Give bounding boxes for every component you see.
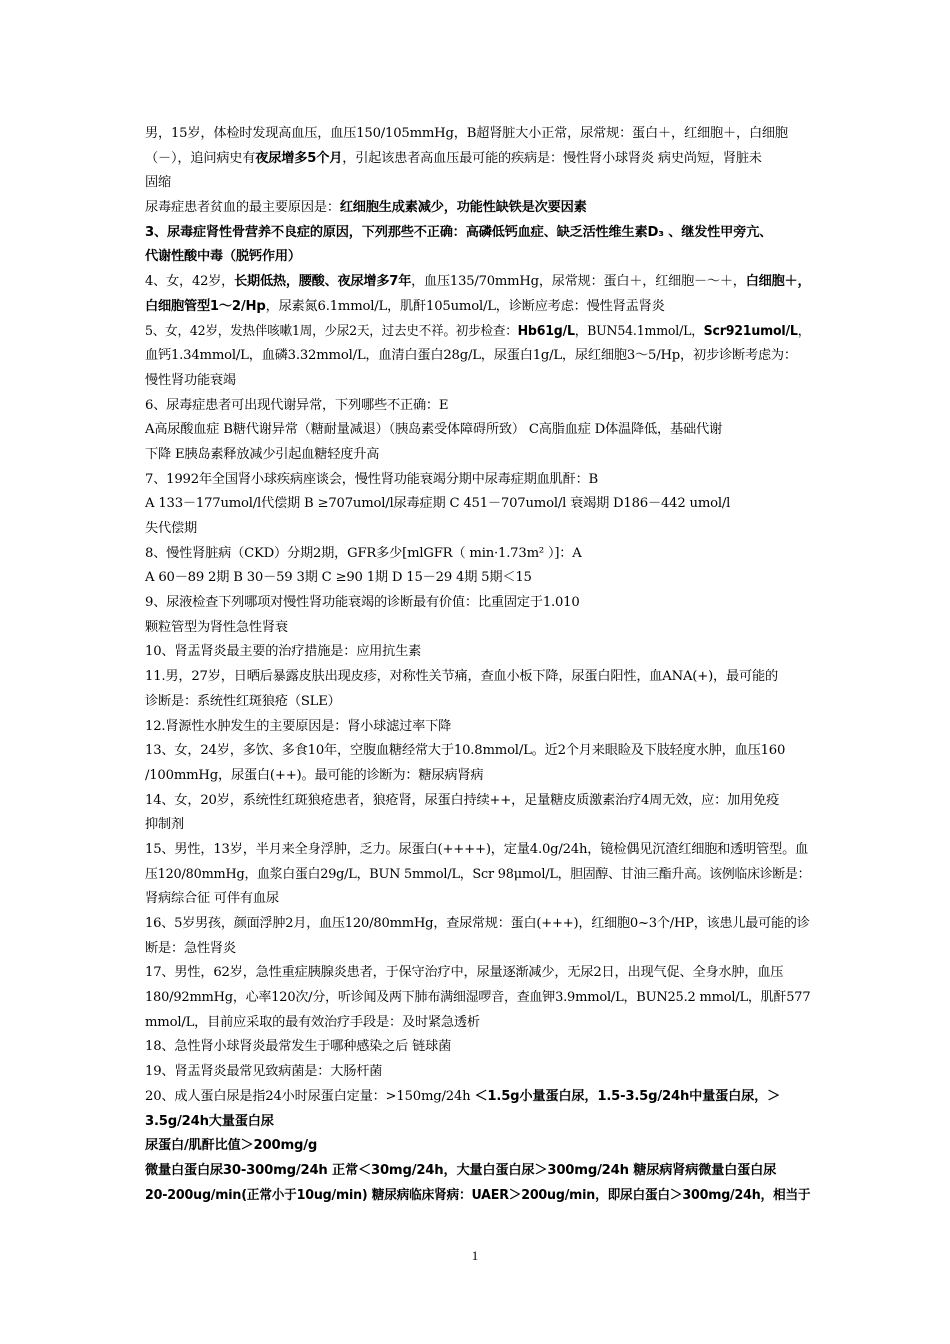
bold-text-run: Hb61g/L xyxy=(517,323,575,339)
text-line xyxy=(145,1159,810,1184)
text-run: 男，15岁，体检时发现高血压，血压150/105mmHg，B超肾脏大小正常，尿常规：蛋白＋，红细胞＋，白细胞 xyxy=(145,126,788,141)
bold-text-run: 夜尿增多5个月 xyxy=(255,150,343,166)
text-line xyxy=(145,961,810,986)
text-line xyxy=(145,591,810,616)
text-line xyxy=(145,616,810,641)
bold-text-run: ＜1.5g小量蛋白尿，1.5-3.5g/24h中量蛋白尿，＞ xyxy=(474,1088,781,1104)
bold-text-run: 3.5g/24h大量蛋白尿 xyxy=(145,1113,274,1129)
text-line xyxy=(145,715,810,740)
text-run: 8、慢性肾脏病（CKD）分期2期，GFR多少[mlGFR（ min·1.73m² ）]：A xyxy=(145,545,582,561)
text-run: 9、尿液检查下列哪项对慢性肾功能衰竭的诊断最有价值：比重固定于1.010 xyxy=(145,595,580,611)
text-run: 16、5岁男孩，颜面浮肿2月，血压120/80mmHg，查尿常规：蛋白(+++)，红细胞0~3个/HP，该患儿最可能的诊 xyxy=(145,916,810,931)
text-run: 15、男性，13岁，半月来全身浮肿，乏力。尿蛋白(++++)，定量4.0g/24h，镜检偶见沉渣红细胞和透明管型。血 xyxy=(145,841,809,857)
text-run: ，BUN54.1mmol/L， xyxy=(574,323,704,339)
bold-text-run: 高磷低钙血症、缺乏活性维生素D₃ 、继发性甲旁亢、 xyxy=(465,224,773,240)
text-run: 20、成人蛋白尿是指24小时尿蛋白定量：>150mg/24h xyxy=(145,1088,475,1104)
text-line xyxy=(145,937,810,962)
text-run: mmol/L，目前应采取的最有效治疗手段是：及时紧急透析 xyxy=(145,1014,480,1030)
bold-text-run: 红细胞生成素减少，功能性缺铁是次要因素 xyxy=(339,200,587,216)
text-run: 180/92mmHg，心率120次/分，听诊闻及两下肺布满细湿啰音，查血钾3.9mmol/L，BUN25.2 mmol/L，肌酐577 xyxy=(145,990,811,1006)
text-line xyxy=(145,344,810,369)
text-line xyxy=(145,1134,810,1159)
text-run: A 133－177umol/l代偿期 B ≥707umol/l尿毒症期 C 451－707umol/l 衰竭期 D186－442 umol/l xyxy=(145,496,731,512)
text-line xyxy=(145,986,811,1011)
bold-text-run: 白细胞管型1～2/Hp xyxy=(145,298,266,314)
text-line xyxy=(145,912,810,937)
text-line xyxy=(145,1085,810,1110)
text-run: 19、肾盂肾炎最常见致病菌是：大肠杆菌 xyxy=(145,1064,383,1080)
text-run: 14、女，20岁，系统性红斑狼疮患者，狼疮肾，尿蛋白持续++，足量糖皮质激素治疗4周无效，应：加用免疫 xyxy=(145,792,780,808)
text-line xyxy=(145,147,810,172)
text-line xyxy=(145,320,811,345)
text-line xyxy=(145,369,810,394)
text-run: 肾病综合征 可伴有血尿 xyxy=(145,891,279,907)
text-run: 6、尿毒症患者可出现代谢异常，下列哪些不正确：E xyxy=(145,397,449,413)
text-run: A 60－89 2期 B 30－59 3期 C ≥90 1期 D 15－29 4期 5期＜15 xyxy=(145,570,532,586)
bold-text-run: 代谢性酸中毒（脱钙作用） xyxy=(145,249,301,265)
text-line xyxy=(145,468,810,493)
text-run: 10、肾盂肾炎最主要的治疗措施是：应用抗生素 xyxy=(145,644,422,660)
page-number: 1 xyxy=(471,1248,479,1263)
text-run: 断是：急性肾炎 xyxy=(145,940,236,956)
text-run: 慢性肾功能衰竭 xyxy=(145,372,236,388)
text-line xyxy=(145,566,810,591)
text-line xyxy=(145,764,810,789)
text-run: 下降 E胰岛素释放减少引起血糖轻度升高 xyxy=(145,446,380,462)
text-line xyxy=(145,887,810,912)
bold-text-run: 白细胞＋， xyxy=(745,274,811,290)
text-line xyxy=(145,1060,810,1085)
bold-text-run: 尿蛋白/肌酐比值＞200mg/g xyxy=(145,1138,318,1154)
text-line xyxy=(145,542,810,567)
text-run: 7、1992年全国肾小球疾病座谈会，慢性肾功能衰竭分期中尿毒症期血肌酐：B xyxy=(145,471,599,487)
text-line xyxy=(145,739,810,764)
text-line xyxy=(145,813,810,838)
bold-text-run: Scr921umol/L xyxy=(703,323,798,339)
text-line xyxy=(145,517,810,542)
text-run: ，尿素氮6.1mmol/L，肌酐105umol/L，诊断应考虑：慢性肾盂肾炎 xyxy=(265,298,665,314)
text-line xyxy=(145,122,810,147)
text-run: 4、女，42岁， xyxy=(145,274,235,290)
text-line xyxy=(145,245,810,270)
text-line xyxy=(145,690,810,715)
text-line xyxy=(145,863,811,888)
text-line xyxy=(145,1184,811,1209)
text-line xyxy=(145,295,810,320)
bold-text-run: 微量白蛋白尿30-300mg/24h 正常＜30mg/24h，大量白蛋白尿＞300mg/24h 糖尿病肾病微量白蛋白尿 xyxy=(145,1162,777,1178)
text-run: 失代偿期 xyxy=(145,521,197,536)
text-run: 颗粒管型为肾性急性肾衰 xyxy=(145,619,288,635)
text-run: 诊断是：系统性红斑狼疮（SLE） xyxy=(145,693,341,709)
text-run: ，引起该患者高血压最可能的疾病是：慢性肾小球肾炎 病史尚短，肾脏未 xyxy=(342,150,762,166)
text-run: 13、女，24岁，多饮、多食10年，空腹血糖经常大于10.8mmol/L。近2个月来眼睑及下肢轻度水肿，血压160 xyxy=(145,743,786,759)
text-run: 5、女，42岁，发热伴咳嗽1周，少尿2天，过去史不祥。初步检查： xyxy=(145,323,518,339)
text-run: 固缩 xyxy=(145,175,171,191)
text-line xyxy=(145,171,810,196)
text-line xyxy=(145,1011,810,1036)
text-run: 抑制剂 xyxy=(145,817,184,833)
bold-text-run: 20-200ug/min(正常小于10ug/min) 糖尿病临床肾病：UAER＞200ug/min，即尿白蛋白＞300mg/24h，相当于 xyxy=(145,1187,811,1203)
text-line xyxy=(145,221,810,246)
text-run: 12.肾源性水肿发生的主要原因是：肾小球滤过率下降 xyxy=(145,718,452,734)
text-line xyxy=(145,418,810,443)
text-run: 血钙1.34mmol/L，血磷3.32mmol/L，血清白蛋白28g/L，尿蛋白1g/L，尿红细胞3～5/Hp，初步诊断考虑为： xyxy=(145,348,797,364)
text-line xyxy=(145,196,810,221)
document-body xyxy=(145,122,810,1208)
text-run: ， xyxy=(797,323,811,339)
bold-text-run: 3、尿毒症肾性骨营养不良症的原因，下列那些不正确： xyxy=(145,224,466,240)
text-run: （－），追问病史有 xyxy=(145,150,256,166)
text-line xyxy=(145,789,810,814)
text-run: 17、男性，62岁，急性重症胰腺炎患者，于保守治疗中，尿量逐渐减少，无尿2日，出现气促、全身水肿，血压 xyxy=(145,965,784,981)
text-run: 11.男，27岁，日晒后暴露皮肤出现皮疹，对称性关节痛，查血小板下降，尿蛋白阳性，血ANA(+)，最可能的 xyxy=(145,669,778,685)
text-line xyxy=(145,665,810,690)
text-line xyxy=(145,640,810,665)
text-run: 压120/80mmHg，血浆白蛋白29g/L，BUN 5mmol/L，Scr 98μmol/L，胆固醇、甘油三酯升高。该例临床诊断是： xyxy=(145,866,811,882)
text-run: 18、急性肾小球肾炎最常发生于哪种感染之后 链球菌 xyxy=(145,1039,452,1055)
text-line xyxy=(145,270,811,295)
text-run: 尿毒症患者贫血的最主要原因是： xyxy=(145,200,340,216)
text-line xyxy=(145,492,810,517)
bold-text-run: 长期低热，腰酸、夜尿增多7年 xyxy=(234,274,412,290)
text-line xyxy=(145,838,810,863)
text-run: ，血压135/70mmHg，尿常规：蛋白＋，红细胞－～＋， xyxy=(411,274,746,290)
text-run: /100mmHg，尿蛋白(++)。最可能的诊断为：糖尿病肾病 xyxy=(145,767,484,783)
text-line xyxy=(145,1035,810,1060)
text-line xyxy=(145,394,810,419)
text-run: A高尿酸血症 B糖代谢异常（糖耐量减退）（胰岛素受体障碍所致） C高脂血症 D体温降低，基础代谢 xyxy=(145,422,722,438)
text-line xyxy=(145,443,810,468)
text-line xyxy=(145,1110,810,1135)
